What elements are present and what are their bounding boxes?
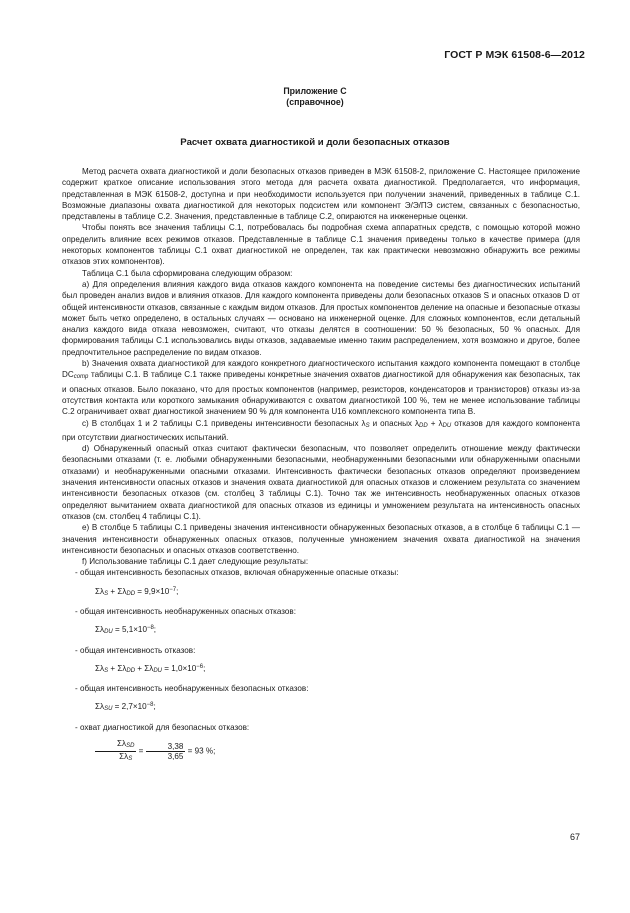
page-number: 67 [569, 832, 580, 842]
paragraph-item-a: a) Для определения влияния каждого вида отказов каждого компонента на поведение системы без диагностических испытаний был проведен анализ видов и влияния отказов. Для каждого компонента приведены доли безопасных отказов S и опасных отказов D от общей интенсивности отказов, связанные с каждым видом отказов. Для простых компонентов деление на опасные и безопасные отказы может быть четко определено, в остальных случаях — основано на инженерной оценке. Для сложных компонентов, если детальный анализ каждого вида отказа невозможен, считают, что отказы делятся в соотношении: 50 % безопасных, 50 % опасных. Для формирования таблицы С.1 использовались виды отказов, задаваемые именно таким распределением, хотя возможно и другое, более предпочтительное распределение по видам отказов. [62, 279, 580, 357]
paragraph-intro: Метод расчета охвата диагностикой и доли безопасных отказов приведен в МЭК 61508-2, приложение С. Настоящее приложение содержит краткое описание использования этого метода для расчета охвата диагностикой. Предполагается, что информация, представленная в МЭК 61508-2, доступна и при необходимости используется при получении значений, приведенных в таблице С.1. Возможные диапазоны охвата диагностикой для некоторых подсистем или компонент Э/Э/ПЭ систем, связанных с безопасностью, представлены в таблице С.2. Значения, представленные в таблице С.2, опираются на инженерные оценки. [62, 167, 580, 222]
result-bullet-4: - общая интенсивность необнаруженных безопасных отказов: [75, 684, 309, 694]
sub-s: S [365, 422, 370, 429]
fraction-numeric: $\frac{3,38}{3,65}$ [146, 742, 186, 761]
item-c-text-4: отказов для каждого компонента при отсутствии диагностических испытаний. [62, 418, 580, 442]
paragraph-item-f: f) Использование таблицы С.1 дает следующие результаты: [82, 557, 309, 567]
document-body [62, 166, 580, 764]
paragraph-item-e: e) В столбце 5 таблицы С.1 приведены значения интенсивности обнаруженных безопасных отказов, а в столбце 6 таблицы С.1 — значения интенсивности обнаруженных опасных отказов, полученные умножением значения охвата диагностикой на значения интенсивности безопасных и опасных отказов соответственно. [62, 523, 580, 555]
formula-4: $\Sigma\lambda_{SU} = 2,7\times 10^{-8}$; [95, 702, 156, 713]
annex-title: Приложение С [283, 86, 347, 96]
paragraph-item-b [62, 358, 580, 417]
item-c-text-3: + λ [427, 418, 443, 428]
sub-dd: DD [419, 422, 428, 429]
item-c-text-2: и опасных λ [369, 418, 420, 428]
sub-du: DU [442, 422, 452, 429]
paragraph-item-d: d) Обнаруженный опасный отказ считают фактически безопасным, что позволяет определить отношение между фактически безопасными отказами (т. е. любыми обнаруженными безопасными, необнаруженными безопасными или обнаруженными опасными отказами) и необнаруженными опасными отказами. Интенсивность фактически безопасных отказов определяют произведением значения интенсивности опасных отказов и значения охвата диагностикой для опасных отказов и сложением результата со значением интенсивности безопасных отказов (см. столбец 3 таблицы С.1). Точно так же интенсивность необнаруженных опасных отказов определяют вычитанием охвата диагностикой для опасных отказов из единицы и умножением результата на интенсивность опасных отказов (см. столбец 4 таблицы С.1). [62, 444, 580, 521]
annex-kind: (справочное) [286, 97, 344, 107]
formula-3: $\Sigma\lambda_S + \Sigma\lambda_{DD} + \Sigma\lambda_{DU} = 1,0\times 10^{-6}$; [95, 663, 206, 674]
section-title: Расчет охвата диагностикой и доли безопасных отказов [180, 137, 450, 148]
formula-2: $\Sigma\lambda_{DU} = 5,1\times 10^{-8}$; [95, 625, 157, 636]
standard-header: ГОСТ Р МЭК 61508-6—2012 [444, 49, 585, 61]
paragraph-item-c [62, 418, 580, 444]
result-bullet-5: - охват диагностикой для безопасных отказов: [75, 722, 250, 732]
item-b-sub: comp [73, 374, 89, 381]
formula-5: $\frac{\Sigma\lambda_{SD}}{\Sigma\lambda_S}$ = $\frac{3,38}{3,65}$ = 93 %; [62, 739, 580, 764]
annex-heading [0, 86, 630, 108]
formula-1: $\Sigma\lambda_S + \Sigma\lambda_{DD} = 9,9\times 10^{-7}$; [95, 586, 179, 597]
paragraph-scheme: Чтобы понять все значения таблицы С.1, потребовалась бы подробная схема аппаратных средств, с помощью которой можно определить влияние всех режимов отказов. Представленные в таблице С.1 значения приведены только в качестве примера (для некоторых компонентов таблицы С.1 охват диагностикой не определен, так как практически невозможно обнаружить все режимы отказов этих компонентов). [62, 223, 580, 267]
item-b-text-1: b) Значения охвата диагностикой для каждого конкретного диагностического испытания каждого компонента помещают в столбце DC [62, 359, 580, 380]
item-c-text-1: c) В столбцах 1 и 2 таблицы С.1 приведены интенсивности безопасных λ [82, 418, 366, 428]
fraction-symbolic: $\frac{\Sigma\lambda_{SD}}{\Sigma\lambda_S}$ [95, 739, 136, 764]
result-bullet-2: - общая интенсивность необнаруженных опасных отказов: [75, 606, 296, 616]
paragraph-table-formed: Таблица С.1 была сформирована следующим образом: [82, 268, 293, 278]
result-bullet-1: - общая интенсивность безопасных отказов, включая обнаруженные опасные отказы: [75, 568, 399, 578]
result-bullet-3: - общая интенсивность отказов: [75, 645, 196, 655]
item-b-text-2: таблицы С.1. В таблице С.1 также приведены конкретные значения охватов диагностикой для обнаружения как безопасных, так и опасных отказов. Было показано, что для простых компонентов (например, резисторов, конденсаторов и транзисторов) отказы из-за отсутствия контакта или короткого замыкания обнаруживаются с охватом диагностикой 100 %, тем не менее использование таблицы С.2 ограничивает охват диагностикой значением 90 % для компонента U16 комплексного компонента типа В. [62, 370, 580, 417]
